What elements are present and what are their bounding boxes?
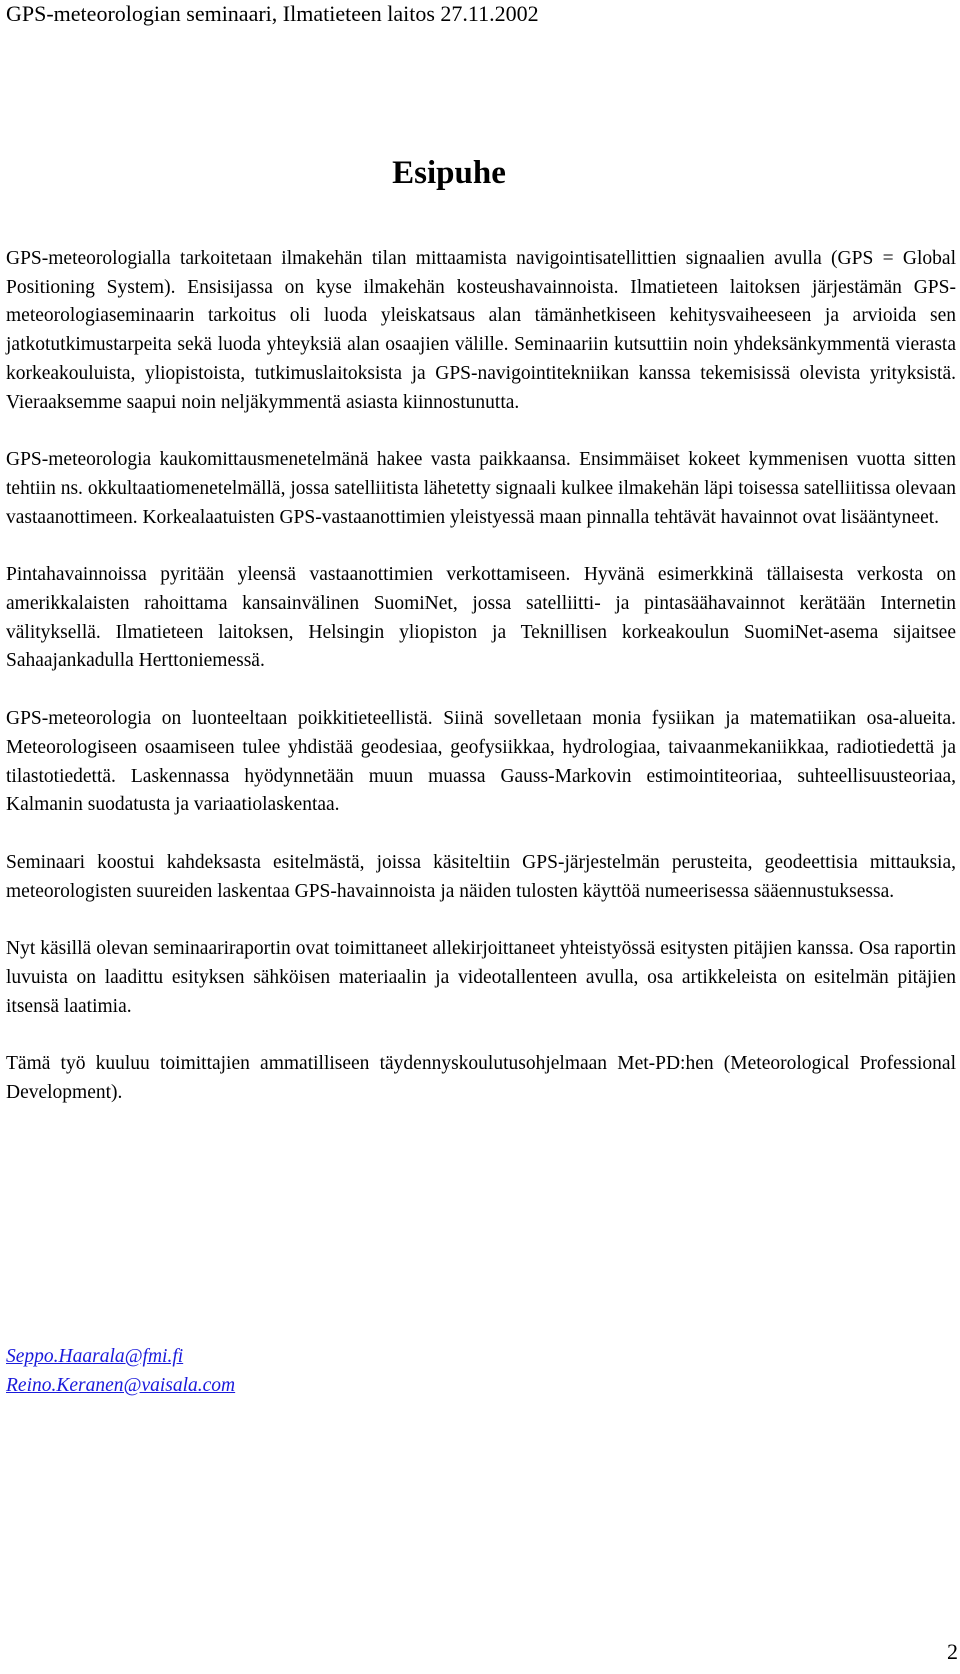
page-title: Esipuhe xyxy=(392,155,506,191)
email-link-haarala[interactable]: Seppo.Haarala@fmi.fi xyxy=(6,1346,184,1367)
body-text xyxy=(6,245,956,1137)
contact-list xyxy=(6,1343,235,1400)
paragraph-report-editors: Nyt käsillä olevan seminaariraportin ovat toimittaneet allekirjoittaneet yhteistyössä esitysten pitäjien kanssa. Osa raportin luvuista on laadittu esityksen sähköisen materiaalin ja videotallenteen avulla, osa artikkeleista on esitelmän pitäjien itsensä laatimia. xyxy=(6,938,956,1017)
page-number: 2 xyxy=(947,1639,958,1664)
email-link-keranen[interactable]: Reino.Keranen@vaisala.com xyxy=(6,1374,236,1396)
paragraph-intro: GPS-meteorologialla tarkoitetaan ilmakehän tilan mittaamista navigointisatellittien signaalien avulla (GPS = Global Positioning System). Ensisijassa on kyse ilmakehän kosteushavainnoista. Ilmatieteen laitoksen järjestämän GPS-meteorologiaseminaarin tarkoitus oli luoda yleiskatsaus alan tämänhetkiseen kehitysvaiheeseen ja arvioida sen jatkotutkimustarpeita sekä luoda yhteyksiä alan osaajien välille. Seminaariin kutsuttiin noin yhdeksänkymmentä vierasta korkeakouluista, yliopistoista, tutkimuslaitoksista ja GPS-navigointitekniikan kanssa tekemisissä olevista yrityksistä. Vieraaksemme saapui noin neljäkymmentä asiasta kiinnostunutta. xyxy=(6,248,956,413)
paragraph-remote-sensing: GPS-meteorologia kaukomittausmenetelmänä hakee vasta paikkaansa. Ensimmäiset kokeet kymmenisen vuotta sitten tehtiin ns. okkultaatiomenetelmällä, jossa satelliitista lähetetty signaali kulkee ilmakehän läpi toisessa satelliitissa olevaan vastaanottimeen. Korkealaatuisten GPS-vastaanottimien yleistyessä maan pinnalla tehtävät havainnot ovat lisääntyneet. xyxy=(6,449,956,528)
paragraph-interdisciplinary: GPS-meteorologia on luonteeltaan poikkitieteellistä. Siinä sovelletaan monia fysiikan ja matematiikan osa-alueita. Meteorologiseen osaamiseen tulee yhdistää geodesiaa, geofysiikkaa, hydrologiaa, taivaanmekaniikkaa, radiotiedettä ja tilastotiedettä. Laskennassa hyödynnetään muun muassa Gauss-Markovin estimointiteoriaa, suhteellisuusteoriaa, Kalmanin suodatusta ja variaatiolaskentaa. xyxy=(6,708,956,816)
running-header: GPS-meteorologian seminaari, Ilmatieteen laitos 27.11.2002 xyxy=(6,1,539,26)
paragraph-seminar-content: Seminaari koostui kahdeksasta esitelmästä, joissa käsiteltiin GPS-järjestelmän perusteita, geodeettisia mittauksia, meteorologisten suureiden laskentaa GPS-havainnoista ja näiden tulosten käyttöä numeerisessa sääennustuksessa. xyxy=(6,851,956,902)
paragraph-met-pd: Tämä työ kuuluu toimittajien ammatilliseen täydennyskoulutusohjelmaan Met-PD:hen (Meteorological Professional Development). xyxy=(6,1053,956,1104)
paragraph-surface-observations: Pintahavainnoissa pyritään yleensä vastaanottimien verkottamiseen. Hyvänä esimerkkinä tällaisesta verkosta on amerikkalaisten rahoittama kansainvälinen SuomiNet, jossa satelliitti- ja pintasäähavainnot kerätään Internetin välityksellä. Ilmatieteen laitoksen, Helsingin yliopiston ja Teknillisen korkeakoulun SuomiNet-asema sijaitsee Sahaajankadulla Herttoniemessä. xyxy=(6,564,956,672)
